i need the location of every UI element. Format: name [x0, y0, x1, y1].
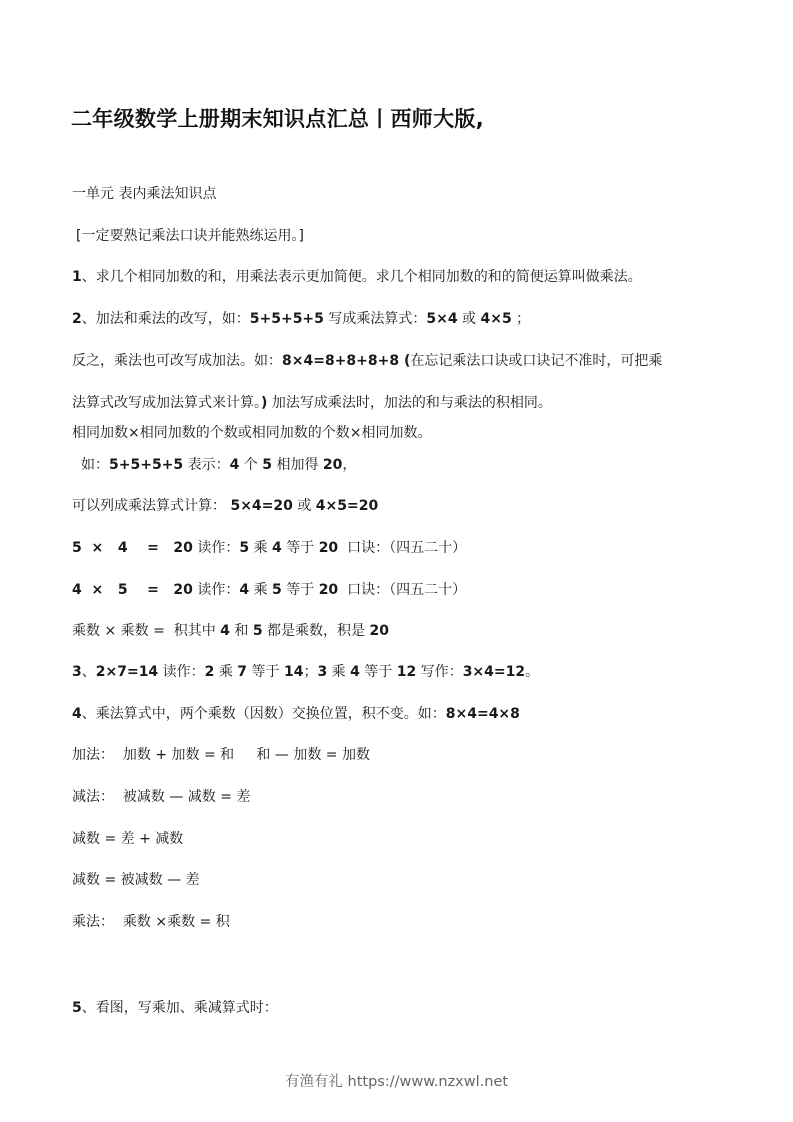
point-3: [72, 662, 539, 682]
point-5: [72, 998, 278, 1018]
text: 等于: [281, 582, 319, 598]
expression: 8×4=8+8+8+8 (: [282, 353, 411, 369]
unit-heading: 一单元 表内乘法知识点: [72, 186, 217, 202]
text: ，: [342, 457, 357, 473]
number: 20: [369, 623, 389, 639]
text: 在忘记乘法口诀或口诀记不准时，可把乘: [410, 353, 663, 369]
text: 读作：: [158, 664, 205, 680]
text: 、: [81, 664, 96, 680]
text: 法算式改写成加法算式来计算。: [72, 395, 261, 411]
expression: 4×5=20: [315, 498, 379, 514]
text: 写作：: [416, 664, 463, 680]
expression: 4 × 5 = 20: [72, 582, 193, 598]
text: 或: [292, 498, 316, 514]
point-2: [72, 309, 530, 329]
expression: 5×4=20: [230, 498, 293, 514]
text: ；: [511, 311, 531, 327]
number: 5: [262, 457, 273, 473]
text: 等于: [281, 540, 319, 556]
point-text: 、求几个相同加数的和，用乘法表示更加简便。求几个相同加数的和的简便运算叫做乘法。: [81, 269, 642, 285]
formula-addition: 加法： 加数 + 加数 = 和 和 — 加数 = 加数: [72, 747, 370, 763]
text: 都是乘数，积是: [262, 623, 370, 639]
text: 表示：: [183, 457, 230, 473]
text: 口诀：（四五二十）: [338, 540, 467, 556]
text: 或: [457, 311, 481, 327]
expression: 3×4=12: [462, 664, 526, 680]
expression: 4×5: [480, 311, 512, 327]
text: 个: [239, 457, 263, 473]
point-2-reverse-cont: [72, 393, 552, 413]
same-addend-rule: 相同加数×相同加数的个数或相同加数的个数×相同加数。: [72, 425, 432, 441]
reading-line-1: [72, 538, 466, 558]
footer-watermark: 有渔有礼 https://www.nzxwl.net: [284, 1074, 509, 1090]
text: 可以列成乘法算式计算：: [72, 498, 231, 514]
expression: 5+5+5+5: [249, 311, 324, 327]
expression: ): [261, 395, 268, 411]
point-number: 3: [72, 664, 82, 680]
expression: 5×4: [426, 311, 458, 327]
text: 、加法和乘法的改写，如：: [81, 311, 250, 327]
text: 乘: [249, 582, 273, 598]
expression: 2×7=14: [95, 664, 159, 680]
text: 、乘法算式中，两个乘数（因数）交换位置，积不变。如：: [81, 706, 446, 722]
text: 等于: [247, 664, 284, 680]
expression: 5+5+5+5: [109, 457, 184, 473]
text: 读作：: [192, 540, 240, 556]
point-number: 1: [72, 269, 82, 285]
number: 4: [350, 664, 360, 680]
text: 加法写成乘法时，加法的和与乘法的积相同。: [267, 395, 552, 411]
point-number: 2: [72, 311, 82, 327]
point-number: 4: [72, 706, 82, 722]
example-line: [81, 455, 356, 475]
text: 相加得: [272, 457, 323, 473]
text: 写成乘法算式：: [323, 311, 427, 327]
number: 20: [318, 582, 339, 598]
expression: 8×4=4×8: [445, 706, 520, 722]
number: 5: [272, 582, 282, 598]
formula-subtrahend: 减数 = 差 + 减数: [72, 831, 184, 847]
memorize-note: [一定要熟记乘法口诀并能熟练运用。]: [76, 228, 304, 244]
text: 反之，乘法也可改写成加法。如：: [72, 353, 282, 369]
text: 等于: [359, 664, 397, 680]
reading-line-2: [72, 580, 466, 600]
text: 读作：: [192, 582, 240, 598]
formula-subtrahend-2: 减数 = 被减数 — 差: [72, 872, 200, 888]
text: 乘: [249, 540, 273, 556]
multiplication-example: [72, 496, 378, 516]
point-number: 5: [72, 1000, 82, 1016]
number: 2: [204, 664, 215, 680]
document-title: 二年级数学上册期末知识点汇总丨西师大版,: [71, 107, 484, 131]
number: 3: [317, 664, 328, 680]
text: 乘: [214, 664, 238, 680]
number: 14: [283, 664, 304, 680]
number: 4: [229, 457, 240, 473]
factors-line: [72, 621, 389, 641]
number: 20: [322, 457, 343, 473]
number: 12: [396, 664, 417, 680]
text: 口诀：（四五二十）: [338, 582, 467, 598]
text: 和: [229, 623, 253, 639]
expression: 5 × 4 = 20: [72, 540, 193, 556]
text: 如：: [81, 457, 109, 473]
number: 4: [220, 623, 230, 639]
text: 。: [525, 664, 540, 680]
number: 4: [239, 582, 250, 598]
text: 乘数 × 乘数 = 积其中: [72, 623, 221, 639]
number: 4: [272, 540, 282, 556]
formula-subtraction: 减法： 被减数 — 减数 = 差: [72, 789, 251, 805]
point-4: [72, 704, 520, 724]
formula-multiplication: 乘法： 乘数 ×乘数 = 积: [72, 914, 230, 930]
text: ；: [303, 664, 318, 680]
number: 20: [318, 540, 339, 556]
number: 5: [239, 540, 250, 556]
text: 、看图，写乘加、乘减算式时：: [81, 1000, 278, 1016]
point-2-reverse: [72, 351, 662, 371]
text: 乘: [327, 664, 351, 680]
number: 7: [237, 664, 248, 680]
number: 5: [252, 623, 263, 639]
point-1: [72, 267, 642, 287]
